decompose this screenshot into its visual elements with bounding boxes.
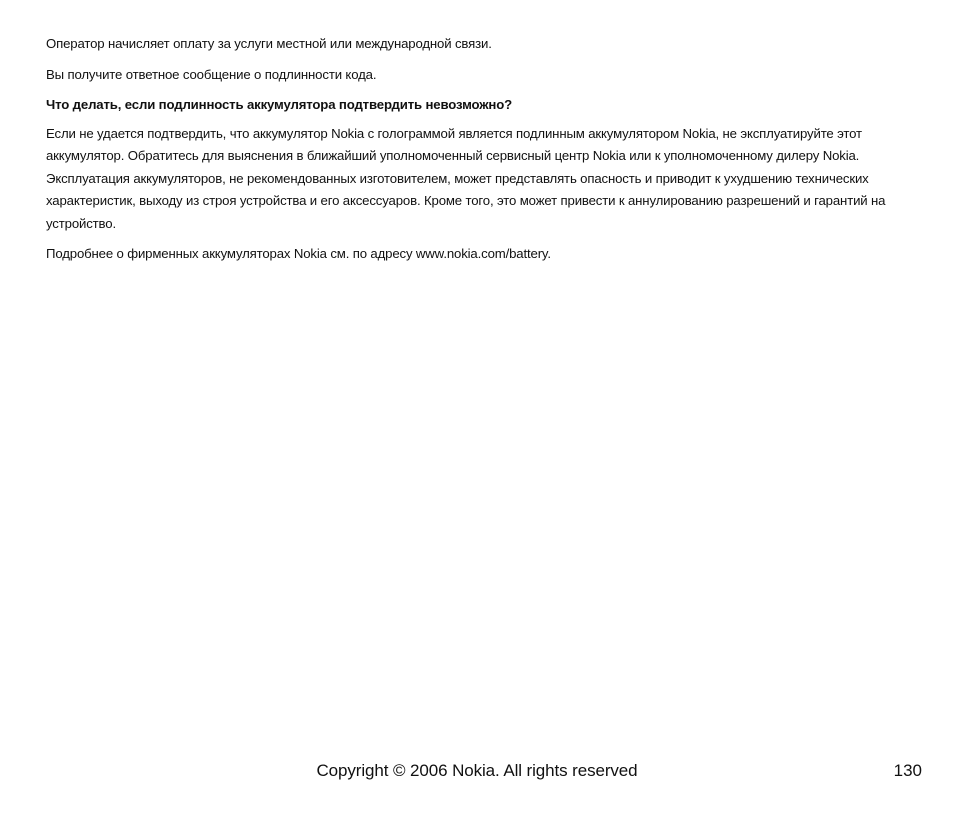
paragraph-reply-message: Вы получите ответное сообщение о подлинности кода.: [46, 66, 377, 82]
paragraph-billing: Оператор начисляет оплату за услуги местной или международной связи.: [46, 36, 492, 51]
paragraph-battery-link: Подробнее о фирменных аккумуляторах Nokia см. по адресу www.nokia.com/battery.: [46, 246, 551, 261]
section-heading: Что делать, если подлинность аккумулятора подтвердить невозможно?: [46, 97, 513, 112]
paragraph-battery-warning: Если не удается подтвердить, что аккумулятор Nokia с голограммой является подлинным аккумулятором Nokia, не эксплуатируйте этот аккумулятор. Обратитесь для выяснения в ближайший уполномоченный сервисный центр Nokia или к уполномоченному дилеру Nokia. Эксплуатация аккумуляторов, не рекомендованных изготовителем, может представлять опасность и приводит к ухудшению технических характеристик, выходу из строя устройства и его аксессуаров. Кроме того, это может привести к аннулированию разрешений и гарантий на устройство.: [46, 125, 886, 231]
page-content: [46, 33, 908, 274]
footer-copyright: Copyright © 2006 Nokia. All rights reserved: [316, 761, 638, 780]
page-number: 130: [893, 761, 922, 780]
